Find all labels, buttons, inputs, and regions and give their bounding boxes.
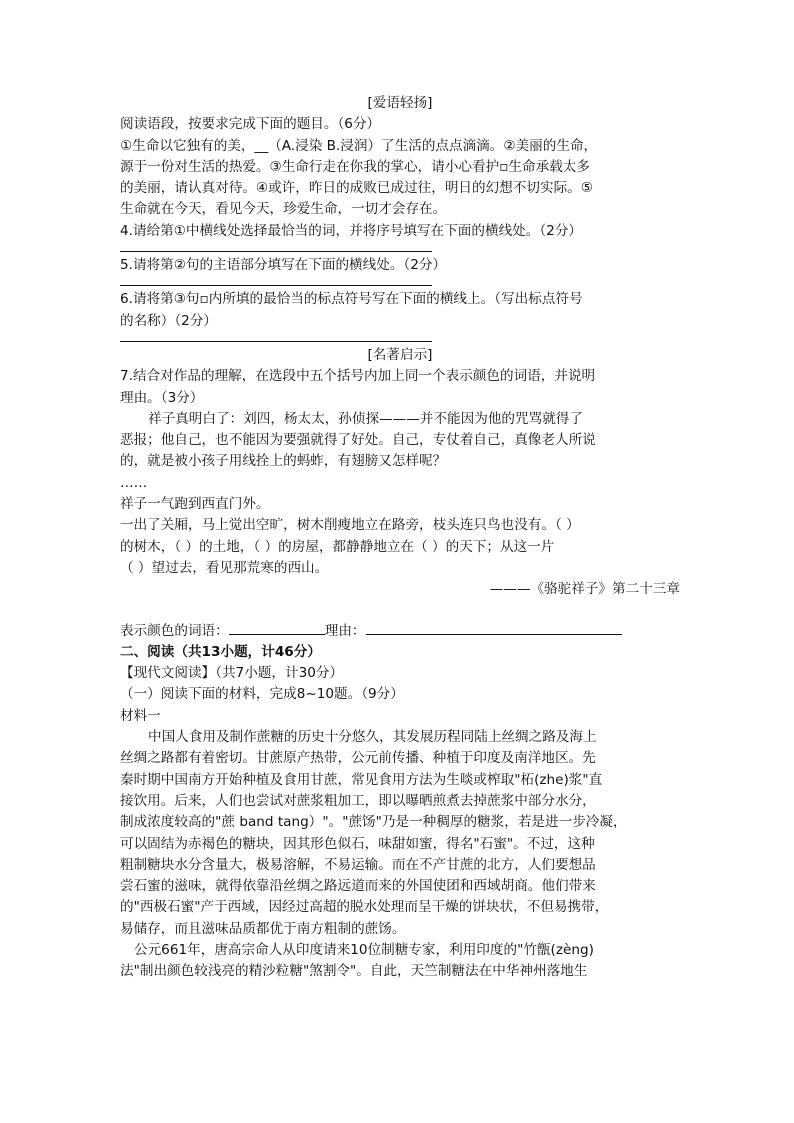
section-title-aiyu: [爱语轻扬] <box>367 95 433 111</box>
material-1-label: 材料一 <box>120 707 161 724</box>
excerpt-line: 的树木，（ ）的土地，（ ）的房屋，都静静地立在（ ）的天下；从这一片 <box>120 538 555 555</box>
material-line: 中国人食用及制作蔗糖的历史十分悠久，其发展历程同陆上丝绸之路及海上 <box>148 729 597 746</box>
excerpt-paragraph-2: 祥子一气跑到西直门外。 <box>120 496 270 513</box>
question-7-line2: 理由。（3分） <box>120 389 204 406</box>
excerpt-line: 一出了关厢，马上觉出空旷，树木削瘦地立在路旁，枝头连只鸟也没有。（ ） <box>120 517 580 534</box>
question-4: 4.请给第①中横线处选择最恰当的词，并将序号填写在下面的横线处。（2分） <box>120 222 583 239</box>
excerpt-line: 恶报；他自己，也不能因为要强就得了好处。自己，专仗着自己，真像老人所说 <box>120 432 596 449</box>
material-line: 可以固结为赤褐色的糖块，因其形色似石，味甜如蜜，得名"石蜜"。不过，这种 <box>120 835 595 852</box>
question-intro: 阅读语段，按要求完成下面的题目。（6分） <box>120 116 381 133</box>
material-1-paragraph-1 <box>120 727 680 940</box>
part-2-title: 二、阅读（共13小题，计46分） <box>120 643 321 660</box>
question-7-line1: 7.结合对作品的理解，在选段中五个括号内加上同一个表示颜色的词语，并说明 <box>120 368 596 385</box>
excerpt-line: 的，就是被小孩子用线拴上的蚂蚱，有翅膀又怎样呢？ <box>120 453 447 470</box>
answer-line-4[interactable] <box>120 242 432 252</box>
answer-row-7 <box>120 621 680 642</box>
spacer <box>120 601 680 621</box>
reason-label: 理由： <box>324 622 366 639</box>
exam-page <box>120 93 680 983</box>
ellipsis: …… <box>120 474 148 491</box>
material-line: 公元661年，唐高宗命人从印度请来10位制糖专家，利用印度的"竹甑(zèng) <box>134 941 594 958</box>
color-word-label: 表示颜色的词语： <box>120 622 229 639</box>
passage-line: 生命就在今天，看见今天，珍爱生命，一切才会存在。 <box>120 201 447 218</box>
material-line: 易储存，而且滋味品质都优于南方粗制的蔗饧。 <box>120 920 406 937</box>
color-word-blank[interactable] <box>229 622 325 635</box>
passage-line: ①生命以它独有的美，__（A.浸染 B.浸润）了生活的点点滴滴。②美丽的生命， <box>120 137 598 154</box>
section-title-mingzhu: [名著启示] <box>367 346 433 363</box>
material-line: 接饮用。后来，人们也尝试对蔗浆粗加工，即以曝晒煎煮去掉蔗浆中部分水分， <box>120 792 596 809</box>
passage <box>120 136 680 221</box>
reason-blank[interactable] <box>366 622 622 635</box>
material-line: 粗制糖块水分含量大，极易溶解，不易运输。而在不产甘蔗的北方，人们要想品 <box>120 856 596 873</box>
excerpt-source: ———《骆驼祥子》第二十三章 <box>489 581 680 598</box>
excerpt-paragraph-1 <box>120 409 680 473</box>
material-1-paragraph-2 <box>120 940 680 983</box>
answer-line-5[interactable] <box>120 276 432 286</box>
answer-line-6[interactable] <box>120 332 432 342</box>
material-line: 秦时期中国南方开始种植及食用甘蔗，常见食用方法为生啖或榨取"柘(zhe)浆"直 <box>120 771 603 788</box>
excerpt-paragraph-3 <box>120 515 680 579</box>
sub-question-1: （一）阅读下面的材料，完成8~10题。（9分） <box>120 686 404 703</box>
material-line: 尝石蜜的滋味，就得依靠沿丝绸之路远道而来的外国使团和西域胡商。他们带来 <box>120 878 596 895</box>
material-line: 丝绸之路都有着密切。甘蔗原产热带，公元前传播、种植于印度及南洋地区。先 <box>120 750 596 767</box>
question-6-line1: 6.请将第③句▫内所填的最恰当的标点符号写在下面的横线上。（写出标点符号 <box>120 291 583 308</box>
question-5: 5.请将第②句的主语部分填写在下面的横线处。（2分） <box>120 257 447 274</box>
material-line: 的"西极石蜜"产于西域，因经过高超的脱水处理而呈干燥的饼块状，不但易携带， <box>120 899 609 916</box>
material-line: 法"制出颜色较浅亮的精沙粒糖"煞割令"。自此，天竺制糖法在中华神州落地生 <box>120 963 588 980</box>
excerpt-line: （ ）望过去，看见那荒寒的西山。 <box>120 559 329 576</box>
passage-line: 的美丽，请认真对待。④或许，昨日的成败已成过往，明日的幻想不切实际。⑤ <box>120 180 593 197</box>
material-line: 制成浓度较高的"蔗 band tang）"。"蔗饧"乃是一种稠厚的糖浆，若是进一步冷凝， <box>120 814 627 831</box>
excerpt-line: 祥子真明白了：刘四，杨太太，孙侦探———并不能因为他的咒骂就得了 <box>148 410 583 427</box>
modern-reading-title: 【现代文阅读】（共7小题，计30分） <box>120 665 344 682</box>
question-6-line2: 的名称）（2分） <box>120 312 218 329</box>
passage-line: 源于一份对生活的热爱。③生命行走在你我的掌心，请小心看护▫生命承载太多 <box>120 158 590 175</box>
